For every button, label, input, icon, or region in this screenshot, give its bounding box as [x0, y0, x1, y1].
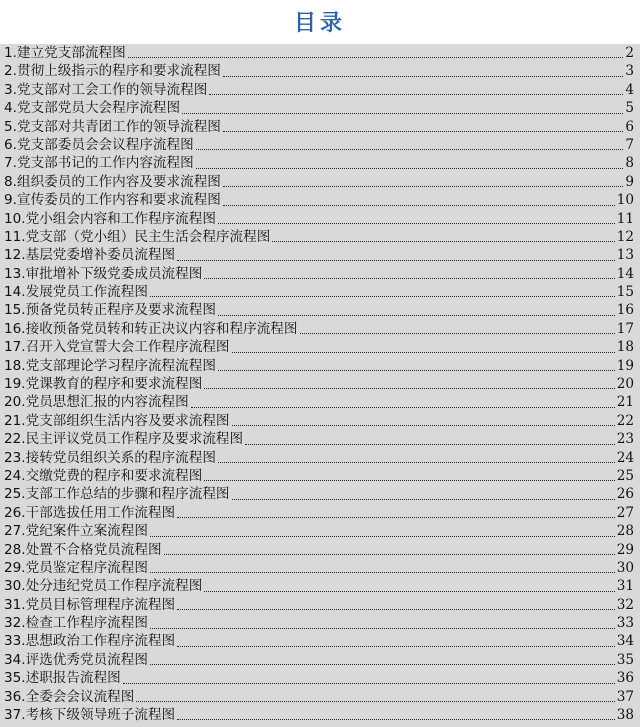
dot-leader — [177, 719, 615, 720]
dot-leader — [300, 333, 615, 334]
dot-leader — [209, 94, 623, 95]
toc-entry-page-number: 27 — [616, 504, 634, 521]
dot-leader — [196, 149, 624, 150]
toc-entry-label: 2.贯彻上级指示的程序和要求流程图 — [4, 63, 221, 80]
toc-entry-label: 11.党支部（党小组）民主生活会程序流程图 — [4, 228, 271, 245]
toc-entry[interactable] — [4, 633, 634, 651]
toc-entry-label: 20.党员思想汇报的内容流程图 — [4, 394, 189, 411]
toc-entry-label: 35.述职报告流程图 — [4, 670, 121, 687]
dot-leader — [150, 664, 615, 665]
dot-leader — [128, 57, 624, 58]
dot-leader — [218, 370, 615, 371]
toc-entry-page-number: 28 — [616, 523, 634, 540]
toc-entry-page-number: 12 — [616, 228, 634, 245]
toc-entry[interactable] — [4, 246, 634, 264]
toc-entry-page-number: 20 — [616, 376, 634, 393]
dot-leader — [204, 388, 614, 389]
toc-entry-page-number: 7 — [625, 136, 634, 153]
page-title: 目录 — [293, 10, 346, 36]
toc-entry-page-number: 4 — [625, 81, 634, 98]
dot-leader — [164, 554, 615, 555]
toc-entry-page-number: 37 — [616, 688, 634, 705]
toc-entry[interactable] — [4, 301, 634, 319]
dot-leader — [150, 572, 615, 573]
toc-entry[interactable] — [4, 118, 634, 136]
toc-entry-label: 13.审批增补下级党委成员流程图 — [4, 265, 203, 282]
table-of-contents — [0, 44, 640, 727]
toc-entry-label: 14.发展党员工作流程图 — [4, 284, 148, 301]
toc-entry-label: 16.接收预备党员转和转正决议内容和程序流程图 — [4, 320, 298, 337]
toc-entry-label: 28.处置不合格党员流程图 — [4, 541, 162, 558]
toc-entry-label: 5.党支部对共青团工作的领导流程图 — [4, 118, 221, 135]
toc-entry-page-number: 30 — [616, 559, 634, 576]
toc-entry-page-number: 17 — [616, 320, 634, 337]
toc-entry-label: 4.党支部党员大会程序流程图 — [4, 100, 181, 117]
toc-entry-page-number: 29 — [616, 541, 634, 558]
toc-entry-page-number: 19 — [616, 357, 634, 374]
dot-leader — [218, 223, 615, 224]
dot-leader — [123, 683, 615, 684]
toc-entry-label: 25.支部工作总结的步骤和程序流程图 — [4, 486, 230, 503]
toc-entry-label: 26.干部选拔任用工作流程图 — [4, 504, 176, 521]
toc-entry[interactable] — [4, 81, 634, 99]
dot-leader — [177, 517, 615, 518]
dot-leader — [150, 296, 615, 297]
dot-leader — [218, 315, 615, 316]
dot-leader — [150, 536, 615, 537]
dot-leader — [177, 260, 615, 261]
toc-entry[interactable] — [4, 62, 634, 80]
dot-leader — [196, 168, 624, 169]
toc-entry[interactable] — [4, 173, 634, 191]
toc-entry[interactable] — [4, 577, 634, 595]
toc-entry-page-number: 25 — [616, 467, 634, 484]
toc-entry[interactable] — [4, 669, 634, 687]
toc-entry[interactable] — [4, 504, 634, 522]
dot-leader — [223, 131, 623, 132]
toc-entry-label: 19.党课教育的程序和要求流程图 — [4, 376, 203, 393]
toc-entry-label: 22.民主评议党员工作程序及要求流程图 — [4, 431, 244, 448]
toc-entry[interactable] — [4, 485, 634, 503]
toc-entry-label: 21.党支部组织生活内容及要求流程图 — [4, 412, 230, 429]
toc-entry-label: 23.接转党员组织关系的程序流程图 — [4, 449, 216, 466]
dot-leader — [204, 591, 614, 592]
toc-entry[interactable] — [4, 614, 634, 632]
toc-entry-label: 17.召开入党宣誓大会工作程序流程图 — [4, 339, 230, 356]
toc-entry[interactable] — [4, 283, 634, 301]
toc-entry-label: 15.预备党员转正程序及要求流程图 — [4, 302, 216, 319]
toc-entry-label: 31.党员目标管理程序流程图 — [4, 596, 176, 613]
dot-leader — [182, 113, 623, 114]
toc-entry[interactable] — [4, 136, 634, 154]
toc-entry[interactable] — [4, 357, 634, 375]
toc-entry-page-number: 5 — [625, 100, 634, 117]
toc-entry-page-number: 34 — [616, 633, 634, 650]
dot-leader — [272, 241, 614, 242]
toc-entry-page-number: 8 — [625, 155, 634, 172]
toc-entry-label: 18.党支部理论学习程序流程流程图 — [4, 357, 216, 374]
toc-entry-page-number: 9 — [625, 173, 634, 190]
toc-entry-page-number: 2 — [625, 44, 634, 61]
dot-leader — [136, 701, 614, 702]
toc-entry-page-number: 10 — [616, 192, 634, 209]
toc-entry-page-number: 15 — [616, 284, 634, 301]
toc-entry-label: 32.检查工作程序流程图 — [4, 615, 148, 632]
toc-entry-label: 30.处分违纪党员工作程序流程图 — [4, 578, 203, 595]
toc-entry-page-number: 23 — [616, 431, 634, 448]
toc-entry[interactable] — [4, 559, 634, 577]
toc-entry[interactable] — [4, 596, 634, 614]
toc-entry-page-number: 26 — [616, 486, 634, 503]
toc-entry-page-number: 24 — [616, 449, 634, 466]
toc-entry[interactable] — [4, 99, 634, 117]
dot-leader — [245, 444, 615, 445]
dot-leader — [150, 628, 615, 629]
dot-leader — [191, 407, 615, 408]
toc-entry[interactable] — [4, 210, 634, 228]
dot-leader — [232, 352, 615, 353]
toc-entry-page-number: 33 — [616, 615, 634, 632]
toc-entry[interactable] — [4, 375, 634, 393]
toc-entry-label: 37.考核下级领导班子流程图 — [4, 707, 176, 724]
toc-entry[interactable] — [4, 430, 634, 448]
toc-entry-page-number: 14 — [616, 265, 634, 282]
dot-leader — [232, 425, 615, 426]
dot-leader — [223, 186, 623, 187]
toc-entry[interactable] — [4, 706, 634, 724]
dot-leader — [232, 499, 615, 500]
toc-entry-page-number: 36 — [616, 670, 634, 687]
toc-entry-page-number: 31 — [616, 578, 634, 595]
toc-entry-label: 8.组织委员的工作内容及要求流程图 — [4, 173, 221, 190]
toc-entry[interactable] — [4, 320, 634, 338]
dot-leader — [204, 480, 614, 481]
toc-entry-page-number: 38 — [616, 707, 634, 724]
toc-entry-page-number: 3 — [625, 63, 634, 80]
toc-entry-label: 10.党小组会内容和工作程序流程图 — [4, 210, 216, 227]
toc-entry-label: 27.党纪案件立案流程图 — [4, 523, 148, 540]
toc-entry[interactable] — [4, 541, 634, 559]
toc-entry[interactable] — [4, 338, 634, 356]
dot-leader — [177, 646, 615, 647]
toc-entry-label: 3.党支部对工会工作的领导流程图 — [4, 81, 208, 98]
toc-entry-page-number: 22 — [616, 412, 634, 429]
toc-entry-page-number: 35 — [616, 651, 634, 668]
toc-entry[interactable] — [4, 228, 634, 246]
toc-entry[interactable] — [4, 688, 634, 706]
toc-entry-label: 29.党员鉴定程序流程图 — [4, 559, 148, 576]
toc-entry-label: 9.宣传委员的工作内容和要求流程图 — [4, 192, 221, 209]
toc-entry-page-number: 18 — [616, 339, 634, 356]
toc-entry[interactable] — [4, 412, 634, 430]
toc-entry-label: 1.建立党支部流程图 — [4, 44, 126, 61]
dot-leader — [223, 205, 615, 206]
toc-entry-page-number: 11 — [616, 210, 634, 227]
toc-entry-label: 34.评选优秀党员流程图 — [4, 651, 148, 668]
dot-leader — [204, 278, 614, 279]
toc-entry-label: 36.全委会会议流程图 — [4, 688, 135, 705]
dot-leader — [223, 76, 623, 77]
toc-entry[interactable] — [4, 651, 634, 669]
title-bar — [0, 0, 640, 42]
toc-entry-label: 7.党支部书记的工作内容流程图 — [4, 155, 194, 172]
toc-entry-label: 24.交缴党费的程序和要求流程图 — [4, 467, 203, 484]
toc-entry-page-number: 32 — [616, 596, 634, 613]
toc-entry[interactable] — [4, 44, 634, 62]
toc-entry-label: 6.党支部委员会会议程序流程图 — [4, 136, 194, 153]
dot-leader — [218, 462, 615, 463]
toc-entry-page-number: 13 — [616, 247, 634, 264]
toc-entry-page-number: 21 — [616, 394, 634, 411]
toc-entry[interactable] — [4, 467, 634, 485]
dot-leader — [177, 609, 615, 610]
toc-entry-page-number: 6 — [625, 118, 634, 135]
toc-entry[interactable] — [4, 154, 634, 172]
toc-entry[interactable] — [4, 265, 634, 283]
toc-entry-label: 33.思想政治工作程序流程图 — [4, 633, 176, 650]
toc-entry[interactable] — [4, 191, 634, 209]
toc-entry-label: 12.基层党委增补委员流程图 — [4, 247, 176, 264]
toc-entry[interactable] — [4, 449, 634, 467]
toc-entry-page-number: 16 — [616, 302, 634, 319]
toc-entry[interactable] — [4, 522, 634, 540]
toc-entry[interactable] — [4, 393, 634, 411]
